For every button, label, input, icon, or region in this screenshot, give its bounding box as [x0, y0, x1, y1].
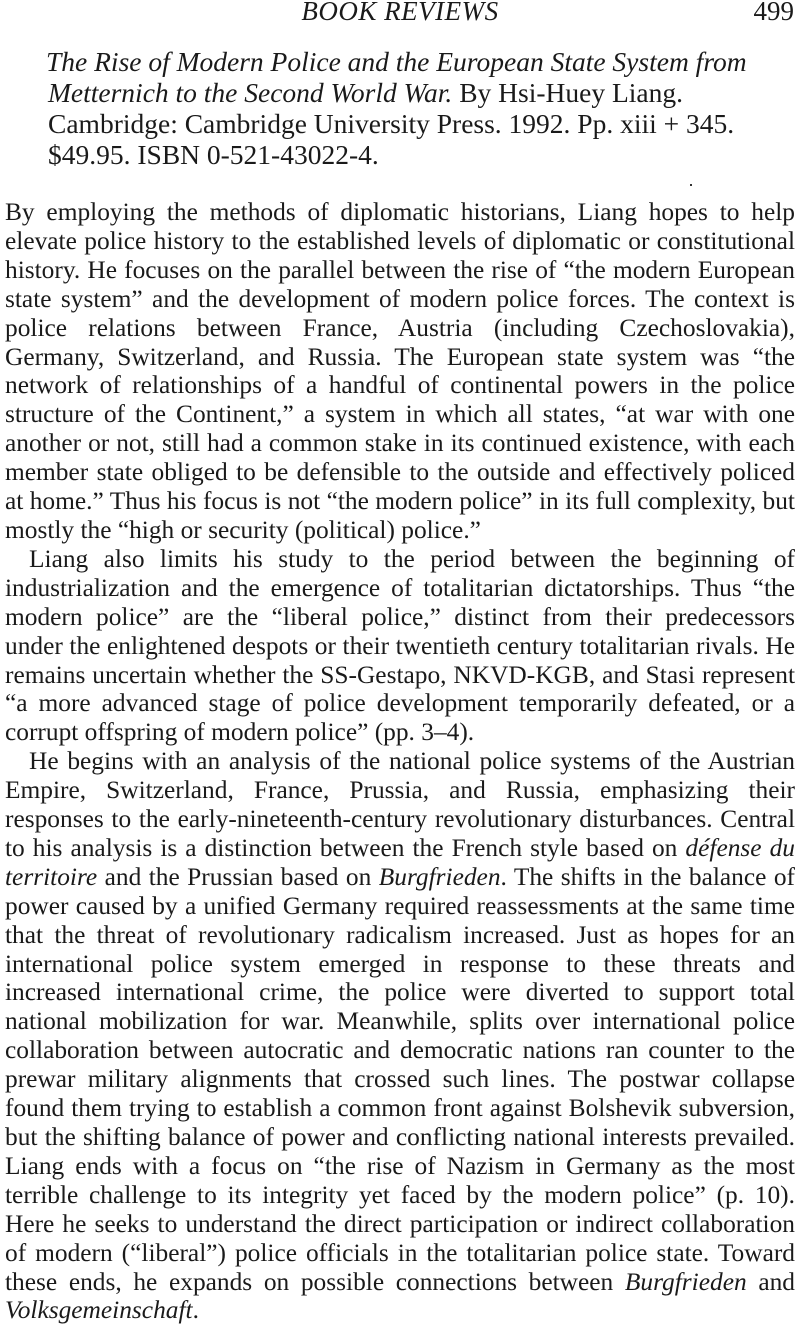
italic-term: défense du territoire — [5, 833, 795, 891]
review-paragraph-2: Liang also limits his study to the period between the beginning of industrialization and the emergence of totalitarian dictatorships. Thus “the modern police” are the “liberal police,” distinct from their predecessors under the enlightened despots or their twentieth century totalitarian rivals. He remains uncertain whether the SS-Gestapo, NKVD-KGB, and Stasi represent “a more advanced stage of police development temporarily defeated, or a corrupt offspring of modern police” (pp. 3–4). — [5, 544, 795, 747]
running-head: BOOK REVIEWS — [301, 0, 499, 26]
text-segment: and — [746, 1267, 795, 1296]
italic-term: Burgfrieden — [378, 862, 501, 891]
publication-details: By Hsi-Huey Liang. Cambridge: Cambridge University Press. 1992. Pp. xiii + 345. $49.95. ISBN 0-521-43022-4. — [48, 77, 735, 170]
review-paragraph-1: By employing the methods of diplomatic historians, Liang hopes to help elevate police history to the established levels of diplomatic or constitutional history. He focuses on the parallel between the rise of “the modern European state system” and the development of modern police forces. The context is police relations between France, Austria (including Czechoslovakia), Germany, Switzerland, and Russia. The European state system was “the network of relationships of a handful of continental powers in the police structure of the Continent,” a system in which all states, “at war with one another or not, still had a common stake in its continued existence, with each member state obliged to be defensible to the outside and effectively policed at home.” Thus his focus is not “the modern police” in its full complexity, but mostly the “high or security (political) police.” — [5, 198, 795, 544]
page-header — [0, 0, 800, 28]
text-segment: . The shifts in the balance of power caused by a unified Germany required reassessments at the same time that the threat of revolutionary radicalism increased. Just as hopes for an international police system emerged in response to these threats and increased international crime, the police were diverted to support total national mobilization for war. Meanwhile, splits over international police collaboration between autocratic and democratic nations ran counter to the prewar military alignments that crossed such lines. The postwar collapse found them trying to establish a common front against Bolshevik subversion, but the shifting balance of power and conflicting national interests prevailed. Liang ends with a focus on “the rise of Nazism in Germany as the most terrible challenge to its integrity yet faced by the modern police” (p. 10). Here he seeks to understand the direct participation or indirect collaboration of modern (“liberal”) police officials in the totalitarian police state. Toward these ends, he expands on possible connections between — [5, 862, 795, 1296]
italic-term: Volksgemeinschaft — [5, 1296, 193, 1325]
text-segment: He begins with an analysis of the national police systems of the Austrian Empire, Switzerland, France, Prussia, and Russia, emphasizing their responses to the early-nineteenth-century revolutionary disturbances. Central to his analysis is a distinction between the French style based on — [5, 747, 795, 862]
review-paragraph-3 — [5, 747, 795, 1325]
page-number: 499 — [753, 0, 794, 26]
book-title: The Rise of Modern Police and the European State System from Metternich to the Second World War. — [46, 46, 747, 108]
text-segment: . — [192, 1296, 199, 1325]
margin-mark — [690, 184, 692, 186]
text-segment: and the Prussian based on — [97, 862, 379, 891]
book-citation — [48, 46, 758, 170]
italic-term: Burgfrieden — [624, 1267, 747, 1296]
review-body — [5, 198, 795, 1325]
